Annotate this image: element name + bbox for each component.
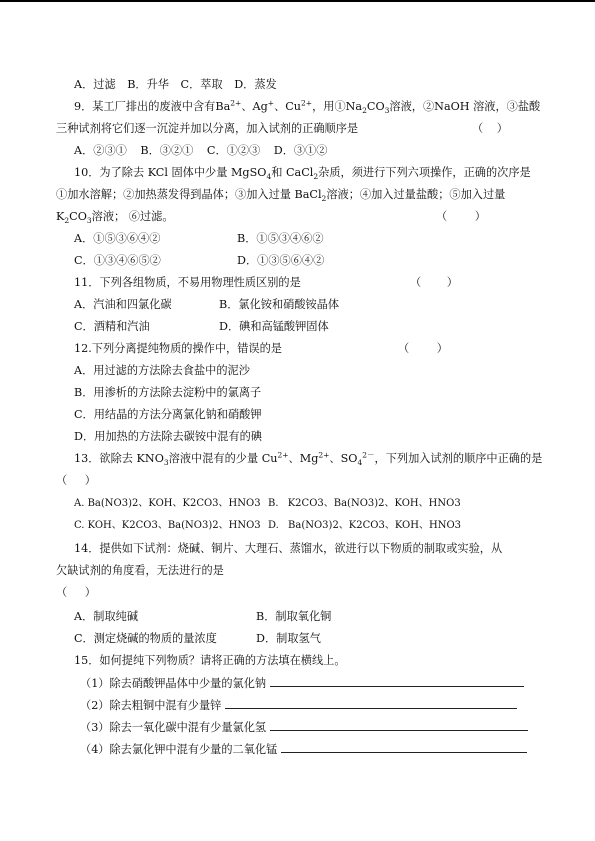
answer-blank[interactable] xyxy=(270,676,524,687)
q9-line1: 9．某工厂排出的废液中含有$Ba^{2+}$、Ag+、$Cu^{2+}$，用$①Na_2CO_3$溶液，②NaOH 溶液，③盐酸 xyxy=(74,98,541,116)
q11-option-a: A．汽油和四氯化碳 xyxy=(74,298,172,311)
answer-blank[interactable] xyxy=(270,720,528,731)
q14-option-c: C．测定烧碱的物质的量浓度 xyxy=(74,632,217,645)
q12-option-d: D．用加热的方法除去碳铵中混有的碘 xyxy=(74,430,262,443)
q11-option-d: D．碘和高锰酸钾固体 xyxy=(219,320,329,333)
q13-option-c: C. KOH、K2CO3、Ba(NO3)2、HNO3 xyxy=(74,520,261,531)
q13-option-a: A. Ba(NO3)2、KOH、K2CO3、HNO3 xyxy=(74,498,261,509)
q12-answer-paren: （ ） xyxy=(398,342,448,355)
q13-option-b: B. K2CO3、Ba(NO3)2、KOH、HNO3 xyxy=(268,498,461,509)
answer-blank[interactable] xyxy=(281,742,527,753)
q10-option-b: B．①⑤③④⑥② xyxy=(237,232,324,245)
q10-line3: $K_2CO_3$溶液； ⑥过滤。 xyxy=(56,210,174,226)
q11-option-c: C．酒精和汽油 xyxy=(74,320,150,333)
q15-stem: 15．如何提纯下列物质？请将正确的方法填在横线上。 xyxy=(74,654,346,667)
q10-line2: ①加水溶解；②加热蒸发得到晶体；③加入过量 BaCl$_2$溶液；④加入过量盐酸；⑤加入过量 xyxy=(56,188,506,204)
q12-stem: 12.下列分离提纯物质的操作中，错误的是 xyxy=(74,342,282,355)
q11-stem: 11．下列各组物质，不易用物理性质区别的是 xyxy=(74,276,301,289)
q10-line1: 10．为了除去 KCl 固体中少量 MgSO$_4$和 CaCl$_2$杂质，须进行下列六项操作，正确的次序是 xyxy=(74,166,531,182)
q15-item-2: （2）除去粗铜中混有少量锌 xyxy=(80,698,517,713)
q10-option-a: A．①⑤③⑥④② xyxy=(74,232,161,245)
top-rule xyxy=(0,0,595,2)
q15-item-1: （1）除去硝酸钾晶体中少量的氯化钠 xyxy=(80,676,524,691)
q13-option-d: D. Ba(NO3)2、K2CO3、KOH、HNO3 xyxy=(268,520,462,531)
q10-answer-paren: （ ） xyxy=(436,210,486,223)
q14-option-a: A．制取纯碱 xyxy=(74,610,139,623)
q10-option-c: C．①③④⑥⑤② xyxy=(74,254,161,267)
q10-option-d: D．①③⑤⑥④② xyxy=(237,254,325,267)
q14-option-b: B．制取氧化铜 xyxy=(256,610,332,623)
q13-stem: 13．欲除去 $KNO_3$溶液中混有的少量 $Cu^{2+}$、$Mg^{2+}$、$SO_4^{2-}$，下列加入试剂的顺序中正确的是 xyxy=(74,450,543,468)
q14-option-d: D．制取氢气 xyxy=(256,632,321,645)
answer-blank[interactable] xyxy=(225,698,517,709)
q14-line2: 欠缺试剂的角度看，无法进行的是 xyxy=(56,564,224,577)
q11-option-b: B．氯化铵和硝酸铵晶体 xyxy=(219,298,340,311)
q9-line2: 三种试剂将它们逐一沉淀并加以分离，加入试剂的正确顺序是 xyxy=(56,122,359,135)
q11-answer-paren: （ ） xyxy=(410,276,458,289)
q14-line1: 14．提供如下试剂：烧碱、铜片、大理石、蒸馏水，欲进行以下物质的制取或实验，从 xyxy=(74,542,503,555)
q13-answer-paren: （ ） xyxy=(56,474,96,487)
q14-answer-paren: （ ） xyxy=(56,586,96,599)
q12-option-c: C．用结晶的方法分离氯化钠和硝酸钾 xyxy=(74,408,262,421)
q9-options: A．②③① B．③②① C．①②③ D．③①② xyxy=(74,144,328,157)
q8-options: A．过滤 B．升华 C．萃取 D．蒸发 xyxy=(74,78,277,91)
q12-option-b: B．用渗析的方法除去淀粉中的氯离子 xyxy=(74,386,262,399)
q15-item-3: （3）除去一氧化碳中混有少量氯化氢 xyxy=(80,720,528,735)
q9-answer-paren: （ ） xyxy=(472,122,508,135)
q15-item-4: （4）除去氯化钾中混有少量的二氧化锰 xyxy=(80,742,527,757)
q12-option-a: A．用过滤的方法除去食盐中的泥沙 xyxy=(74,364,250,377)
